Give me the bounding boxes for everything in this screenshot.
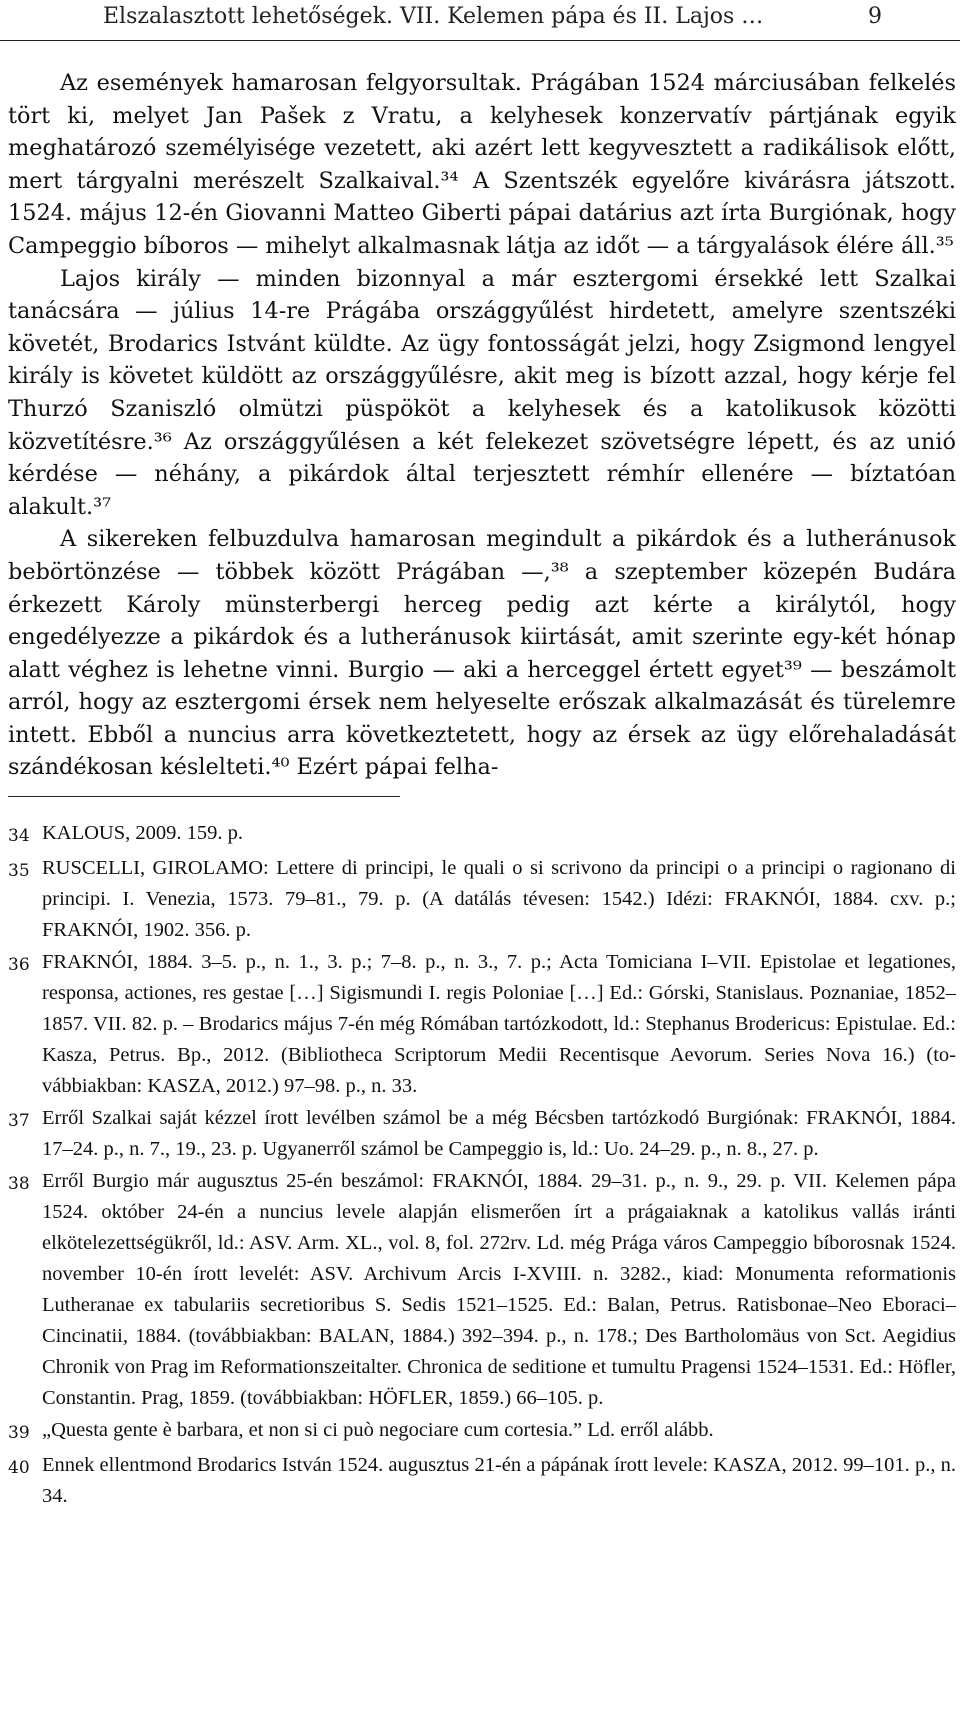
footnote	[8, 1103, 956, 1165]
footnote-number: 38	[8, 1174, 30, 1194]
footnote-text: Erről Burgio már augusztus 25-én beszámol: FRAKNÓI, 1884. 29–31. p., n. 9., 29. p. VII. Kelemen pápa 1524. október 24-én a nuncius levele alapján elismerően írt a prágaiaknak a katolikus vallás iránti elkötelezettségükről, ld.: ASV. Arm. XL., vol. 8, fol. 272rv. Ld. még Prága város Campeggio bíborosnak 1524. november 10-én írott levelét: ASV. Archivum Arcis I-XVIII. n. 3282., kiad: Monumenta reformationis Lutheranae ex tabulariis secretioribus S. Sedis 1521–1525. Ed.: Balan, Petrus. Ratisbonae–Neo Eboraci–Cincinatii, 1884. (továbbiakban: BALAN, 1884.) 392–394. p., n. 178.; Des Bartholomäus von Sct. Aegidius Chronik von Prag im Reformationszeitalter. Chronica de seditione et tumultu Pragensi 1524–1531. Ed.: Höfler, Constantin. Prag, 1859. (továbbiakban: HÖFLER, 1859.) 66–105. p.	[42, 1170, 956, 1409]
running-title: Elszalasztott lehetőségek. VII. Kelemen pápa és II. Lajos …	[103, 4, 764, 29]
footnote-text: FRAKNÓI, 1884. 3–5. p., n. 1., 3. p.; 7–8. p., n. 3., 7. p.; Acta Tomiciana I–VII. Epistolae et legationes, responsa, actiones, res gestae […] Sigismundi I. regis Poloniae […] Ed.: Górski, Stanislaus. Poznaniae, 1852–1857. VII. 82. p. – Brodarics május 7-én még Rómában tartózkodott, ld.: Stephanus Brodericus: Epistulae. Ed.: Kasza, Petrus. Bp., 2012. (Bibliotheca Scriptorum Medii Recentisque Aevorum. Series Nova 16.) (továbbiakban: KASZA, 2012.) 97–98. p., n. 33.	[42, 951, 956, 1097]
footnote-text: „Questa gente è barbara, et non si ci può negociare cum cortesia.” Ld. erről alább.	[42, 1419, 714, 1441]
paragraph: Az események hamarosan felgyorsultak. Prágában 1524 márciusában felkelés tört ki, melyet Jan Pašek z Vratu, a kelyhesek konzervatív pártjának egyik meghatározó személyisége vezetett, aki azért lett kegyvesztett a radikálisok előtt, mert tárgyalni merészelt Szalkaival.³⁴ A Szentszék egyelőre kivárásra játszott. 1524. május 12-én Giovanni Matteo Giberti pápai datárius azt írta Burgiónak, hogy Campeggio bíboros — mihelyt alkalmasnak látja az időt — a tárgyalások élére áll.³⁵	[8, 70, 956, 259]
footnote	[8, 1450, 956, 1512]
footnote	[8, 1415, 956, 1449]
footnote-number: 40	[8, 1458, 30, 1478]
page-header	[0, 0, 960, 41]
footnote	[8, 1166, 956, 1414]
footnote-number: 35	[8, 861, 30, 881]
body-text	[8, 67, 956, 784]
footnote-number: 36	[8, 955, 30, 975]
footnote-number: 37	[8, 1111, 30, 1131]
footnote-separator	[8, 796, 400, 797]
footnote-number: 34	[8, 826, 30, 846]
footnote-text: Ennek ellentmond Brodarics István 1524. augusztus 21-én a pápának írott levele: KASZA, 2012. 99–101. p., n. 34.	[42, 1454, 956, 1507]
footnote-text: RUSCELLI, GIROLAMO: Lettere di principi, le quali o si scrivono da principi o a principi o ragionano di principi. I. Venezia, 1573. 79–81., 79. p. (A datálás tévesen: 1542.) Idézi: FRAKNÓI, 1884. cxv. p.; FRAKNÓI, 1902. 356. p.	[42, 857, 956, 941]
footnote-text: Erről Szalkai saját kézzel írott levélben számol be a még Bécsben tartózkodó Burgiónak: FRAKNÓI, 1884. 17–24. p., n. 7., 19., 23. p. Ugyanerről számol be Campeggio is, ld.: Uo. 24–29. p., n. 8., 27. p.	[42, 1107, 956, 1160]
page-number: 9	[868, 4, 882, 29]
paragraph: A sikereken felbuzdulva hamarosan megindult a pikárdok és a lutheránusok bebörtönzése — többek között Prágában —,³⁸ a szeptember közepén Budára érkezett Károly münsterbergi herceg pedig azt kérte a királytól, hogy engedélyezze a pikárdok és a lutheránusok kiirtását, amit szerinte egy-két hónap alatt véghez is lehetne vinni. Burgio — aki a herceggel értett egyet³⁹ — beszámolt arról, hogy az esztergomi érsek nem helyeselte erőszak alkalmazását és türelemre intett. Ebből a nuncius arra következtetett, hogy az érsek az ügy előrehaladását szándékosan késlelteti.⁴⁰ Ezért pápai felha-	[8, 526, 956, 781]
footnote-text: KALOUS, 2009. 159. p.	[42, 822, 244, 844]
paragraph: Lajos király — minden bizonnyal a már esztergomi érsekké lett Szalkai tanácsára — július 14-re Prágába országgyűlést hirdetett, amelyre szentszéki követét, Brodarics Istvánt küldte. Az ügy fontosságát jelzi, hogy Zsigmond lengyel király is követet küldött az országgyűlésre, akit meg is bízott azzal, hogy kérje fel Thurzó Szaniszló olmützi püspököt a kelyhesek és a katolikusok közötti közvetítésre.³⁶ Az országgyűlésen a két felekezet szövetségre lépett, és az unió kérdése — néhány, a pikárdok által terjesztett rémhír ellenére — bíztatóan alakult.³⁷	[8, 265, 956, 520]
footnote	[8, 818, 956, 852]
footnote	[8, 853, 956, 946]
footnotes	[8, 818, 956, 1513]
footnote	[8, 947, 956, 1102]
footnote-number: 39	[8, 1423, 30, 1443]
